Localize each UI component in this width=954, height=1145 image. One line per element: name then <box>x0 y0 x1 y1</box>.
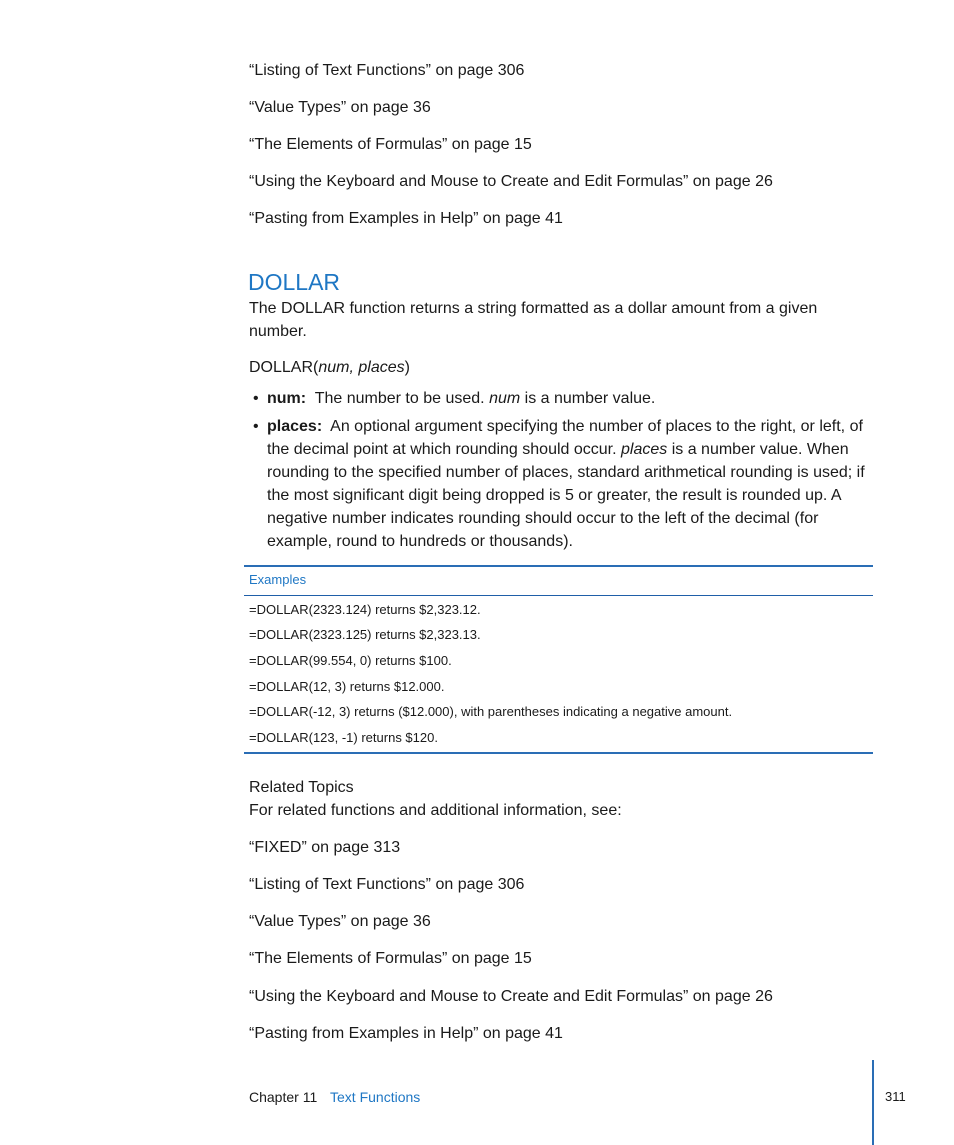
related-ref-fixed[interactable]: “FIXED” on page 313 <box>249 839 401 856</box>
arg-places <box>249 415 873 553</box>
arg-name: num: <box>267 390 307 407</box>
arg-text: An optional argument specifying the number of places to the right, or left, of the decimal point at which rounding should occur. <box>267 418 863 458</box>
top-ref-listing-text-functions[interactable]: “Listing of Text Functions” on page 306 <box>249 62 525 79</box>
section-title: DOLLAR <box>248 269 341 295</box>
related-ref-listing-text-functions[interactable]: “Listing of Text Functions” on page 306 <box>249 876 525 893</box>
top-ref-value-types[interactable]: “Value Types” on page 36 <box>249 99 431 116</box>
arg-text-tail: is a number value. <box>524 390 656 407</box>
arg-num <box>249 387 873 410</box>
related-ref-pasting-examples[interactable]: “Pasting from Examples in Help” on page 41 <box>249 1025 563 1042</box>
example-row: =DOLLAR(2323.125) returns $2,323.13. <box>249 627 481 642</box>
arg-ital: places <box>621 441 668 458</box>
related-ref-keyboard-mouse[interactable]: “Using the Keyboard and Mouse to Create and Edit Formulas” on page 26 <box>249 988 773 1005</box>
examples-top-rule <box>244 565 873 567</box>
related-topics-title: Related Topics <box>249 779 354 796</box>
arg-text: The number to be used. <box>314 390 485 407</box>
examples-header-rule <box>244 595 873 596</box>
related-ref-elements-of-formulas[interactable]: “The Elements of Formulas” on page 15 <box>249 950 532 967</box>
syntax-name: DOLLAR <box>249 359 314 376</box>
arg-text-tail: is a number value. When rounding to the specified number of places, standard arithmetical rounding is used; if the most significant digit being dropped is 5 or greater, the result is rounded up. A negative number indicates rounding should occur to the left of the decimal (for example, round to hundreds or thousands). <box>267 441 865 550</box>
syntax-close-paren: ) <box>404 359 410 376</box>
example-row: =DOLLAR(123, -1) returns $120. <box>249 730 438 745</box>
footer-chapter: Chapter 11 <box>249 1089 318 1105</box>
examples-title: Examples <box>249 572 307 587</box>
example-row: =DOLLAR(12, 3) returns $12.000. <box>249 679 445 694</box>
example-row: =DOLLAR(-12, 3) returns ($12.000), with parentheses indicating a negative amount. <box>249 704 733 719</box>
top-ref-elements-of-formulas[interactable]: “The Elements of Formulas” on page 15 <box>249 136 532 153</box>
syntax-open-paren: ( <box>313 359 319 376</box>
function-syntax <box>249 358 410 378</box>
related-ref-value-types[interactable]: “Value Types” on page 36 <box>249 913 431 930</box>
example-row: =DOLLAR(2323.124) returns $2,323.12. <box>249 602 481 617</box>
footer-divider <box>872 1060 874 1145</box>
examples-bottom-rule <box>244 752 873 754</box>
top-ref-keyboard-mouse[interactable]: “Using the Keyboard and Mouse to Create and Edit Formulas” on page 26 <box>249 173 773 190</box>
page-number: 311 <box>885 1089 906 1104</box>
bullet-icon: • <box>253 418 259 435</box>
top-ref-pasting-examples[interactable]: “Pasting from Examples in Help” on page 41 <box>249 210 563 227</box>
bullet-icon: • <box>253 390 259 407</box>
arg-ital: num <box>489 390 521 407</box>
example-row: =DOLLAR(99.554, 0) returns $100. <box>249 653 452 668</box>
section-intro: The DOLLAR function returns a string formatted as a dollar amount from a given number. <box>249 300 818 340</box>
syntax-args: num, places <box>318 359 405 376</box>
footer-section-link[interactable]: Text Functions <box>330 1089 421 1105</box>
related-topics-intro: For related functions and additional information, see: <box>249 802 622 819</box>
arg-name: places: <box>267 418 323 435</box>
